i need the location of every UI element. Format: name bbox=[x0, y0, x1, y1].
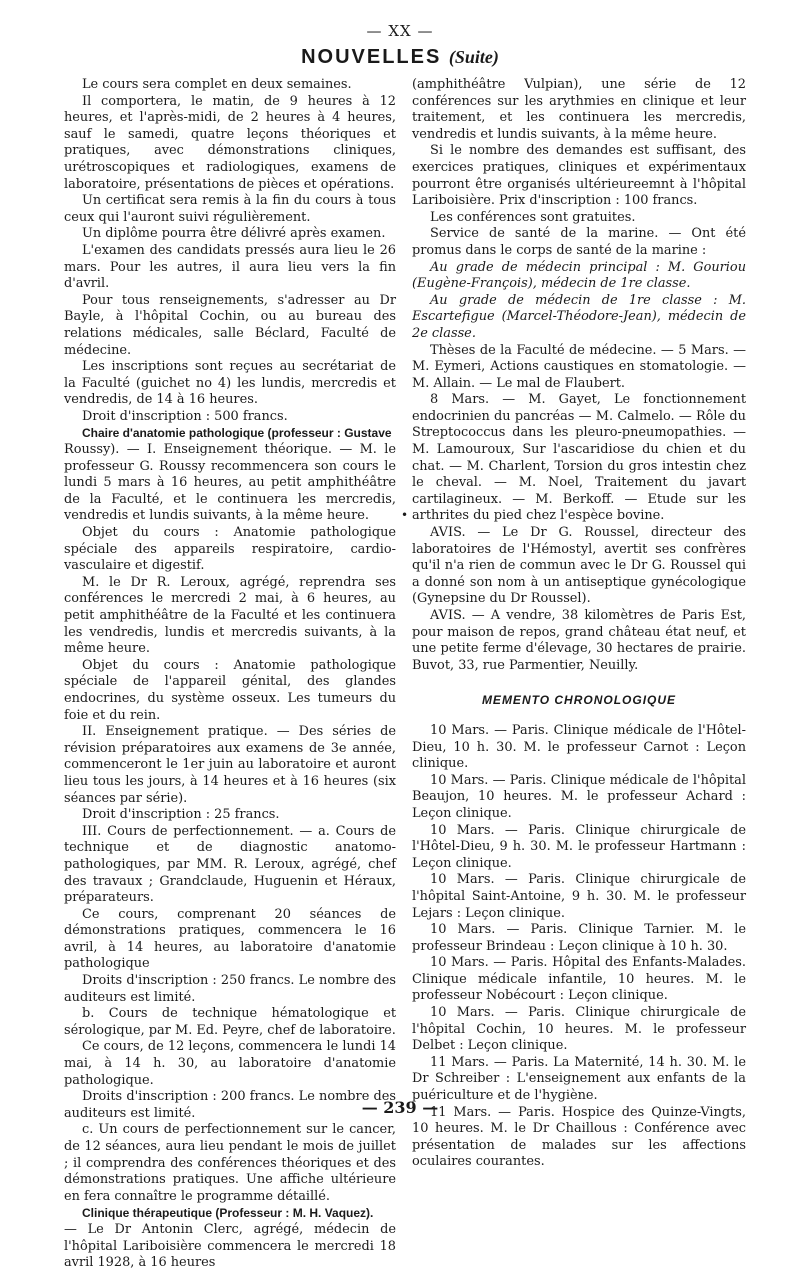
paragraph: Thèses de la Faculté de médecine. — 5 Mars. — M. Eymeri, Actions caustiques en stomatologie. — M. Allain. — Le mal de Flaubert. bbox=[412, 342, 746, 391]
paragraph: Si le nombre des demandes est suffisant, des exercices pratiques, cliniques et expérimentaux pourront être organisés ultérieureemnt à l'hôpital Lariboisière. Prix d'inscription : 100 francs. bbox=[412, 143, 746, 209]
memento-entry: 10 Mars. — Paris. Clinique médicale de l'hôpital Beaujon, 10 heures. M. le professeur Achard : Leçon clinique. bbox=[412, 772, 746, 821]
memento-entry: 10 Mars. — Paris. Clinique chirurgicale de l'Hôtel-Dieu, 9 h. 30. M. le professeur Hartmann : Leçon clinique. bbox=[412, 822, 746, 871]
paragraph: Au grade de médecin de 1re classe : M. Escartefigue (Marcel-Théodore-Jean), médecin de 2e classe. bbox=[412, 292, 746, 341]
paragraph: AVIS. — A vendre, 38 kilomètres de Paris Est, pour maison de repos, grand château état neuf, et une petite ferme d'élevage, 30 hectares de prairie. Buvot, 33, rue Parmentier, Neuilly. bbox=[412, 608, 746, 673]
header-suite: (Suite) bbox=[448, 47, 499, 67]
paragraph: Droit d'inscription : 500 francs. bbox=[82, 408, 288, 424]
paragraph: Le cours sera complet en deux semaines. bbox=[82, 77, 352, 92]
section-heading: Clinique thérapeutique (Professeur : M. H. Vaquez). bbox=[82, 1206, 374, 1221]
paragraph: c. Un cours de perfectionnement sur le cancer, de 12 séances, aura lieu pendant le mois de juillet ; il comprendra des conférences théoriques et des démonstrations pratiques. Une affiche ultérieure en fera connaître le programme détaillé. bbox=[64, 1122, 396, 1204]
memento-entry: 10 Mars. — Paris. Clinique Tarnier. M. le professeur Brindeau : Leçon clinique à 10 h. 30. bbox=[412, 922, 746, 954]
paragraph: Ce cours, comprenant 20 séances de démonstrations pratiques, commencera le 16 avril, à 14 heures, au laboratoire d'anatomie pathologique bbox=[64, 906, 396, 972]
paragraph: III. Cours de perfectionnement. — a. Cours de technique et de diagnostic anatomo-pathologiques, par MM. R. Leroux, agrégé, chef des travaux ; Grandclaude, Huguenin et Héraux, préparateurs. bbox=[64, 823, 396, 906]
paragraph: Roussy). — I. Enseignement théorique. — M. le professeur G. Roussy recommencera son cours le lundi 5 mars à 16 heures, au petit amphithéâtre de la Faculté, et le continuera les mercredis, vendredis et lundis suivants, à la même heure. bbox=[64, 442, 396, 524]
paragraph: (amphithéâtre Vulpian), une série de 12 conférences sur les arythmies en clinique et leur traitement, et les continuera les mercredis, vendredis et lundis suivants, à la même heure. bbox=[412, 77, 746, 142]
section-header bbox=[0, 46, 800, 69]
paragraph: Droits d'inscription : 200 francs. Le nombre des auditeurs est limité. bbox=[64, 1089, 396, 1121]
paragraph: II. Enseignement pratique. — Des séries de révision préparatoires aux examens de 3e année, commenceront le 1er juin au laboratoire et auront lieu tous les jours, à 14 heures et à 16 heures (six séances par série). bbox=[64, 724, 396, 806]
paragraph: Service de santé de la marine. — Ont été promus dans le corps de santé de la marine : bbox=[412, 226, 746, 258]
paragraph: L'examen des candidats pressés aura lieu le 26 mars. Pour les autres, il aura lieu vers la fin d'avril. bbox=[64, 242, 396, 292]
header-title: NOUVELLES bbox=[301, 46, 442, 68]
margin-mark: • bbox=[401, 508, 409, 522]
paragraph: Un diplôme pourra être délivré après examen. bbox=[82, 226, 386, 242]
paragraph: Objet du cours : Anatomie pathologique spéciale de l'appareil génital, des glandes endocrines, du système osseux. Les tumeurs du foie et du rein. bbox=[64, 657, 396, 723]
right-column bbox=[412, 77, 746, 1171]
paragraph: Objet du cours : Anatomie pathologique spéciale des appareils respiratoire, cardio-vasculaire et digestif. bbox=[64, 525, 396, 574]
paragraph: Pour tous renseignements, s'adresser au Dr Bayle, à l'hôpital Cochin, ou au bureau des relations médicales, salle Béclard, Faculté de médecine. bbox=[64, 292, 396, 358]
paragraph: Au grade de médecin principal : M. Gouriou (Eugène-François), médecin de 1re classe. bbox=[412, 259, 746, 292]
bottom-folio: — 239 — bbox=[361, 1098, 439, 1117]
paragraph: M. le Dr R. Leroux, agrégé, reprendra ses conférences le mercredi 2 mai, à 6 heures, au petit amphithéâtre de la Faculté et les continuera les vendredis, lundis et mercredis suivants, à la même heure. bbox=[64, 574, 396, 657]
memento-heading: MEMENTO CHRONOLOGIQUE bbox=[481, 693, 677, 708]
memento-entry: 10 Mars. — Paris. Clinique médicale de l'Hôtel-Dieu, 10 h. 30. M. le professeur Carnot : Leçon clinique. bbox=[412, 722, 746, 772]
paragraph: b. Cours de technique hématologique et sérologique, par M. Ed. Peyre, chef de laboratoire. bbox=[64, 1006, 396, 1038]
paragraph: Ce cours, de 12 leçons, commencera le lundi 14 mai, à 14 h. 30, au laboratoire d'anatomie pathologique. bbox=[64, 1039, 396, 1088]
paragraph: Les inscriptions sont reçues au secrétariat de la Faculté (guichet no 4) les lundis, mercredis et vendredis, de 14 à 16 heures. bbox=[64, 359, 396, 408]
memento-entry: 10 Mars. — Paris. Hôpital des Enfants-Malades. Clinique médicale infantile, 10 heures. M. le professeur Nobécourt : Leçon clinique. bbox=[412, 955, 746, 1004]
paragraph: AVIS. — Le Dr G. Roussel, directeur des laboratoires de l'Hémostyl, avertit ses confrères qu'il n'a rien de commun avec le Dr G. Roussel qui a donné son nom à un antiseptique gynécologique (Gynepsine du Dr Roussel). bbox=[412, 525, 746, 607]
left-column bbox=[64, 77, 396, 1272]
paragraph: Droits d'inscription : 250 francs. Le nombre des auditeurs est limité. bbox=[64, 973, 396, 1005]
paragraph: Les conférences sont gratuites. bbox=[430, 209, 636, 225]
memento-entry: 10 Mars. — Paris. Clinique chirurgicale de l'hôpital Saint-Antoine, 9 h. 30. M. le professeur Lejars : Leçon clinique. bbox=[412, 872, 746, 921]
memento-entry: 11 Mars. — Paris. Hospice des Quinze-Vingts, 10 heures. M. le Dr Chaillous : Conférence avec présentation de malades sur les affections oculaires courantes. bbox=[412, 1104, 746, 1170]
top-folio: — XX — bbox=[366, 22, 434, 40]
paragraph: Il comportera, le matin, de 9 heures à 12 heures, et l'après-midi, de 2 heures à 4 heures, sauf le samedi, quatre leçons théoriques et pratiques, avec démonstrations cliniques, urétroscopiques et radiologiques, examens de laboratoire, présentations de pièces et opérations. bbox=[64, 93, 396, 192]
memento-entry: 11 Mars. — Paris. La Maternité, 14 h. 30. M. le Dr Schreiber : L'enseignement aux enfants de la puériculture et de l'hygiène. bbox=[412, 1054, 746, 1104]
paragraph: 8 Mars. — M. Gayet, Le fonctionnement endocrinien du pancréas — M. Calmelo. — Rôle du Streptococcus dans les pleuro-pneumopathies. — M. Lamouroux, Sur l'ascaridiose du chien et du chat. — M. Charlent, Torsion du gros intestin chez le cheval. — M. Noel, Traitement du javart cartilagineux. — M. Berkoff. — Etude sur les arthrites du pied chez l'espèce bovine. bbox=[412, 392, 746, 524]
paragraph: — Le Dr Antonin Clerc, agrégé, médecin de l'hôpital Lariboisière commencera le mercredi 18 avril 1928, à 16 heures bbox=[64, 1221, 396, 1271]
paragraph: Un certificat sera remis à la fin du cours à tous ceux qui l'auront suivi régulièrement. bbox=[64, 193, 396, 225]
paragraph: Droit d'inscription : 25 francs. bbox=[82, 807, 280, 823]
memento-entry: 10 Mars. — Paris. Clinique chirurgicale de l'hôpital Cochin, 10 heures. M. le professeur Delbet : Leçon clinique. bbox=[412, 1005, 746, 1054]
section-heading: Chaire d'anatomie pathologique (professeur : Gustave bbox=[82, 426, 392, 441]
